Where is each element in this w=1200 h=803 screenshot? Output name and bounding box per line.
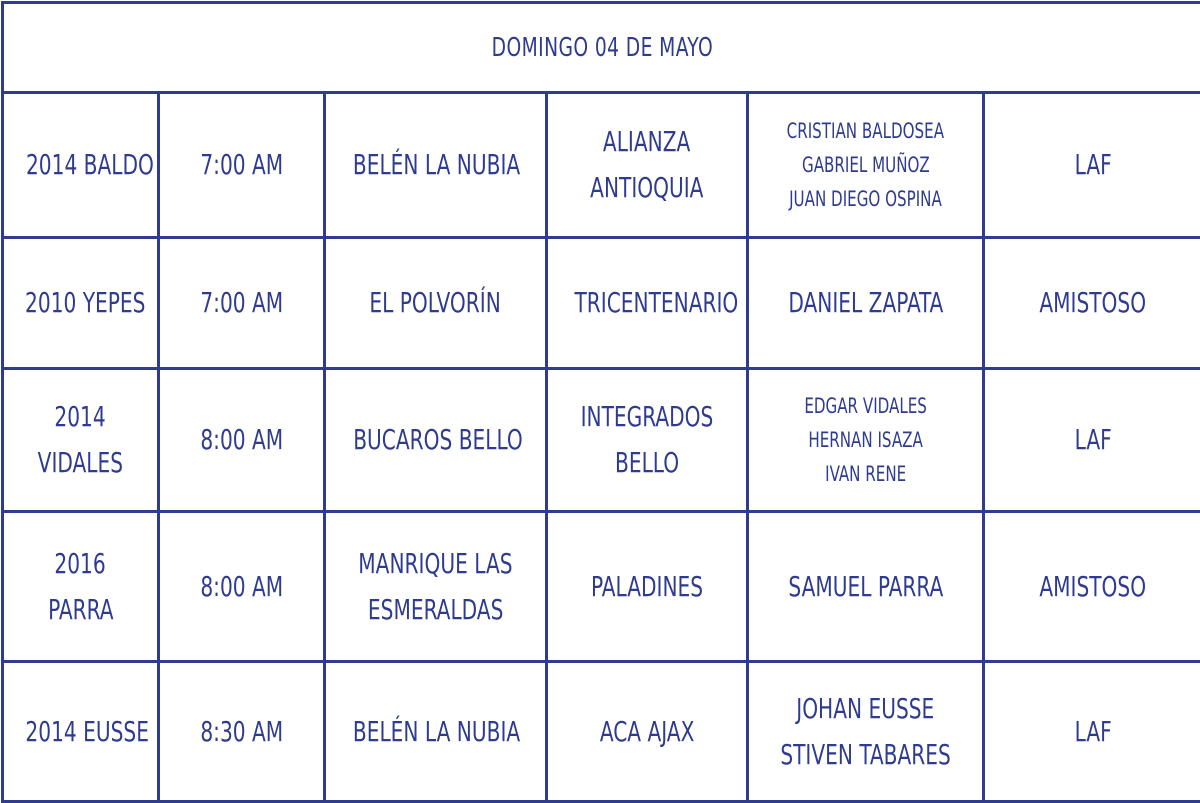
coaches-cell: [748, 512, 984, 662]
away-team-cell: [547, 662, 748, 802]
category-cell: [3, 512, 159, 662]
away-team-text: PALADINES: [591, 564, 703, 610]
home-team-cell: [325, 238, 547, 369]
away-team-text: INTEGRADOS: [581, 394, 714, 440]
time-text: 8:00 AM: [200, 417, 283, 463]
home-team-text: ESMERALDAS: [368, 587, 503, 633]
time-cell: [159, 662, 325, 802]
table-row: [3, 512, 1200, 662]
away-team-text: BELLO: [615, 440, 679, 486]
coaches-text: EDGAR VIDALES: [804, 389, 927, 423]
home-team-text: MANRIQUE LAS: [358, 541, 512, 587]
coaches-text: STIVEN TABARES: [780, 732, 951, 778]
coaches-cell: [748, 238, 984, 369]
category-cell: [3, 369, 159, 512]
schedule-title-cell: [3, 3, 1200, 93]
coaches-text: CRISTIAN BALDOSEA: [787, 114, 944, 148]
match-type-text: LAF: [1074, 709, 1111, 755]
match-type-cell: [984, 369, 1200, 512]
away-team-text: ALIANZA: [603, 119, 690, 165]
coaches-text: GABRIEL MUÑOZ: [802, 148, 930, 182]
table-row: [3, 238, 1200, 369]
home-team-text: BUCAROS BELLO: [353, 417, 523, 463]
home-team-cell: [325, 93, 547, 238]
time-text: 8:00 AM: [200, 564, 283, 610]
category-text: 2010 YEPES: [25, 280, 145, 326]
away-team-text: ACA AJAX: [600, 709, 695, 755]
time-text: 8:30 AM: [200, 709, 283, 755]
match-type-cell: [984, 93, 1200, 238]
away-team-cell: [547, 512, 748, 662]
category-text: VIDALES: [38, 440, 123, 486]
coaches-text: SAMUEL PARRA: [788, 564, 943, 610]
home-team-text: EL POLVORÍN: [370, 280, 501, 326]
coaches-cell: [748, 93, 984, 238]
schedule-title: DOMINGO 04 DE MAYO: [492, 33, 713, 63]
match-type-text: LAF: [1074, 142, 1111, 188]
category-text: PARRA: [48, 587, 113, 633]
time-cell: [159, 238, 325, 369]
category-cell: [3, 238, 159, 369]
table-row: [3, 93, 1200, 238]
coaches-text: JOHAN EUSSE: [796, 686, 934, 732]
category-cell: [3, 93, 159, 238]
time-text: 7:00 AM: [200, 142, 283, 188]
away-team-text: ANTIOQUIA: [590, 165, 703, 211]
table-row: [3, 662, 1200, 802]
coaches-text: JUAN DIEGO OSPINA: [789, 182, 942, 216]
category-text: 2014 EUSSE: [25, 709, 148, 755]
away-team-text: TRICENTENARIO: [574, 280, 738, 326]
match-type-cell: [984, 662, 1200, 802]
match-type-cell: [984, 238, 1200, 369]
category-text: 2016: [55, 541, 106, 587]
away-team-cell: [547, 238, 748, 369]
home-team-cell: [325, 662, 547, 802]
home-team-cell: [325, 369, 547, 512]
away-team-cell: [547, 93, 748, 238]
category-cell: [3, 662, 159, 802]
match-type-text: AMISTOSO: [1040, 564, 1147, 610]
time-cell: [159, 369, 325, 512]
schedule-body: [3, 93, 1200, 802]
time-cell: [159, 93, 325, 238]
home-team-text: BELÉN LA NUBIA: [353, 709, 520, 755]
match-type-text: AMISTOSO: [1040, 280, 1147, 326]
time-cell: [159, 512, 325, 662]
away-team-cell: [547, 369, 748, 512]
schedule-table: [1, 1, 1200, 803]
coaches-cell: [748, 369, 984, 512]
category-text: 2014 BALDO: [26, 142, 154, 188]
home-team-text: BELÉN LA NUBIA: [353, 142, 520, 188]
coaches-text: HERNAN ISAZA: [808, 423, 923, 457]
time-text: 7:00 AM: [200, 280, 283, 326]
category-text: 2014: [55, 394, 106, 440]
match-type-text: LAF: [1074, 417, 1111, 463]
table-row: [3, 369, 1200, 512]
coaches-cell: [748, 662, 984, 802]
coaches-text: DANIEL ZAPATA: [788, 280, 943, 326]
match-type-cell: [984, 512, 1200, 662]
home-team-cell: [325, 512, 547, 662]
coaches-text: IVAN RENE: [825, 457, 906, 491]
